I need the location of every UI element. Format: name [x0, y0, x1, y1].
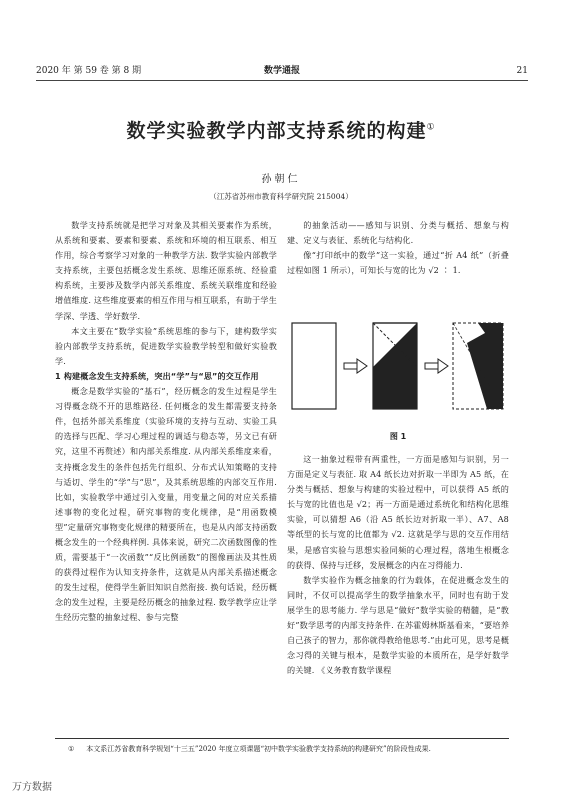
folded-sheet	[373, 323, 417, 409]
figure-paper-folding	[287, 315, 509, 425]
left-column	[55, 218, 277, 626]
arrow-icon	[344, 359, 367, 373]
journal-name: 数学通报	[263, 66, 300, 76]
article-title	[0, 116, 562, 143]
footnote	[68, 744, 518, 754]
journal-issue: 2020 年 第 59 卷 第 8 期	[36, 66, 142, 76]
title-text: 数学实验教学内部支持系统的构建	[126, 120, 427, 142]
affiliation: （江苏省苏州市教育科学研究院 215004）	[209, 192, 353, 201]
a4-sheet	[292, 323, 336, 409]
paragraph: 像“打印纸中的数学”这一实验，通过“折 A4 纸”（折叠过程如图 1 所示），可知长与宽的比为 √2 ∶ 1.	[287, 250, 509, 276]
footnote-mark: ①	[68, 745, 75, 753]
paragraph: 的抽象活动——感知与识别、分类与概括、想象与构建、定义与表征、系统化与结构化.	[287, 220, 509, 246]
paragraph: 数学实验作为概念抽象的行为载体，在促进概念发生的同时，不仅可以提高学生的数学抽象水平，同时也有助于发展学生的思考能力. 学与思是“做好”数学实验的精髓，是“教好”数学思考的内部支持条件. 在苏霍姆林斯基看来，“要培养自己孩子的智力，那你就得教给他思考.”由此可见，思考是概念习得的关键与根本，是数学实验的本质所在，是学好数学的关键. 《义务教育数学课程	[287, 574, 509, 676]
paragraph: 本文主要在“数学实验”系统思维的参与下，建构数学实验内部教学支持系统，促进数学实验教学转型和做好实验教学.	[55, 325, 277, 366]
fold-result	[453, 323, 503, 409]
right-column-bottom	[287, 452, 509, 678]
paragraph: 概念是数学实验的“基石”，经历概念的发生过程是学生习得概念绕不开的思维路径. 任何概念的发生都需要支持条件，包括外部关系维度（实验环境的支持与互动、实验工具的选择与匹配、学习心理过程的调适与稳态等，另文已有研究，这里不再赘述）和内部关系维度. 从内部关系维度来看，支持概念发生的条件包括先行组织、分布式认知策略的支持与适切、学生的“学”与“思”，及其系统思维的内部交互作用. 比如，实验教学中通过引入变量，用变量之间的对应关系描述事物的变化过程，研究事物的变化规律，是“用函数模型”定量研究事物变化规律的精要所在，也是从内部支持函数概念发生的一个经典样例. 具体来说，研究二次函数图像的性质，需要基于“一次函数”“反比例函数”的图像画法及其性质的获得过程作为认知支持条件，这就是从内部关系描述概念的发生过程，使得学生新旧知识自然衔接. 换句话说，经历概念的发生过程，主要是经历概念的抽象过程. 数学教学应让学生经历完整的抽象过程、参与完整	[55, 386, 277, 623]
paragraph: 这一抽象过程带有两重性，一方面是感知与识别，另一方面是定义与表征. 取 A4 纸长边对折取一半即为 A5 纸，在分类与概括、想象与构建的实验过程中，可以获得 A5 纸的长与宽的比值也是 √2；再一方面是通过系统化和结构化思维实验，可以猜想 A6（沿 A5 纸长边对折取一半）、A7、A8 等纸型的长与宽的比值都为 √2. 这就是学与思的交互作用结果，是感官实验与思想实验同频的心理过程，落地生根概念的获得、保持与迁移，发展概念的内在习得能力.	[287, 454, 509, 570]
author: 孙朝仁	[261, 174, 301, 185]
section-heading: 1 构建概念发生支持系统，突出“学”与“思”的交互作用	[55, 370, 259, 381]
page-number: 21	[516, 66, 528, 76]
source-watermark: 万方数据	[12, 782, 52, 793]
figure-caption: 图 1	[389, 432, 407, 441]
right-column-top	[287, 218, 509, 278]
header-rule	[36, 80, 528, 81]
footnote-rule	[55, 738, 509, 739]
footnote-text: 本文系江苏省教育科学规划“十三五”2020 年度立项课题“初中数学实验教学支持系统的构建研究”的阶段性成果.	[86, 745, 431, 753]
title-footnote-mark: ①	[426, 122, 436, 133]
arrow-icon	[425, 359, 448, 373]
paragraph: 数学支持系统就是把学习对象及其相关要素作为系统，从系统和要素、要素和要素、系统和环境的相互联系、相互作用，综合考察学习对象的一种教学方法. 数学实验内部教学支持系统，主要包括概念发生系统、思维还原系统、经验重构系统，主要涉及数学内部关系维度、系统关联维度和经验增值维度. 这些维度要素的相互作用与相互联系，有助于学生学深、学透、学好数学.	[55, 220, 277, 321]
running-header	[36, 63, 528, 79]
